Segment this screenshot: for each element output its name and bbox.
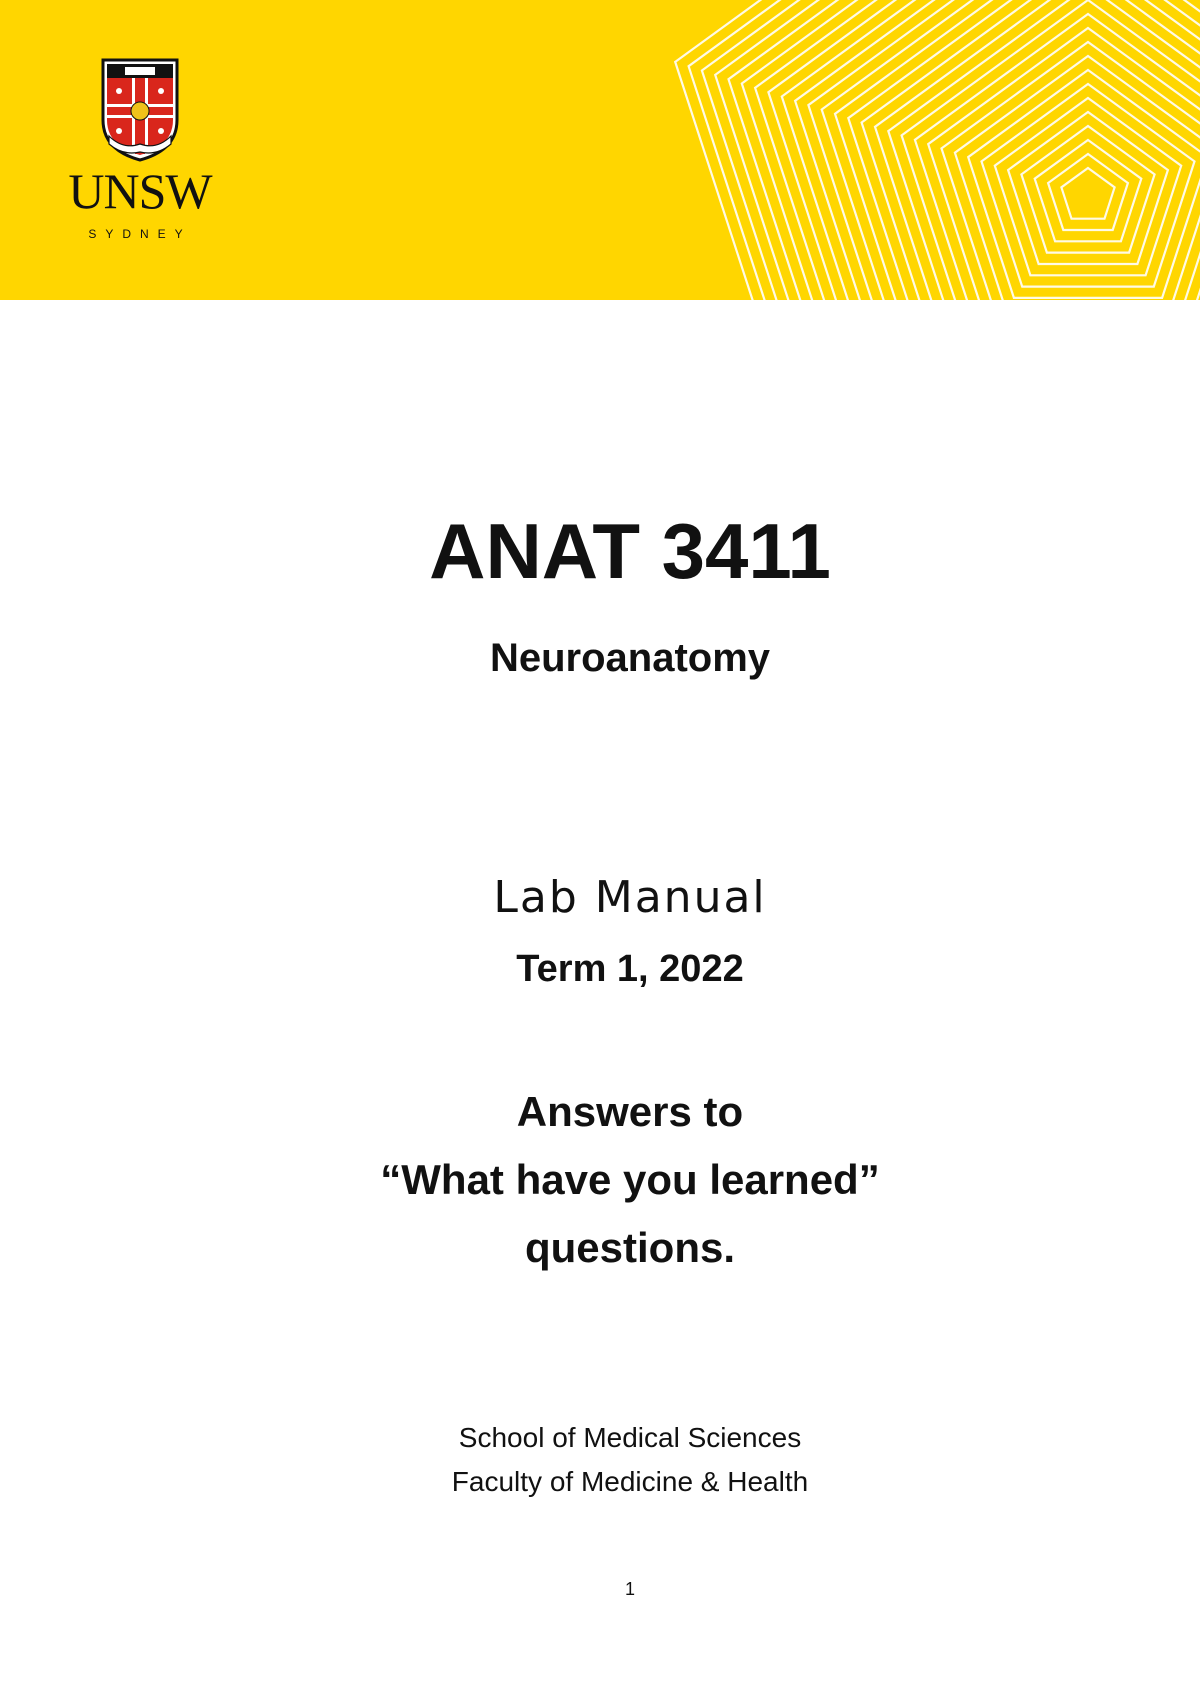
pattern-line (1061, 168, 1114, 219)
logo-wordmark: UNSW (68, 163, 212, 219)
unsw-logo (40, 58, 240, 248)
pattern-line (689, 0, 1200, 300)
answers-line: “What have you learned” (380, 1156, 880, 1203)
unsw-crest-icon (99, 58, 181, 162)
pattern-line (915, 14, 1200, 300)
course-code: ANAT 3411 (429, 507, 831, 595)
faculty-name: Faculty of Medicine & Health (451, 1466, 809, 1497)
school-name: School of Medical Sciences (458, 1422, 802, 1453)
answers-heading (0, 1078, 1200, 1282)
pattern-line (995, 98, 1181, 275)
page-number: 1 (624, 1579, 635, 1599)
department-block (0, 1416, 1200, 1504)
header-banner (0, 0, 1200, 300)
answers-line: questions. (524, 1224, 736, 1271)
course-name: Neuroanatomy (489, 636, 771, 680)
answers-line: Answers to (516, 1088, 744, 1135)
logo-subtitle: SYDNEY (88, 227, 192, 241)
term-label: Term 1, 2022 (516, 948, 744, 990)
pattern-line (902, 0, 1200, 300)
document-type: Lab Manual (493, 872, 767, 923)
